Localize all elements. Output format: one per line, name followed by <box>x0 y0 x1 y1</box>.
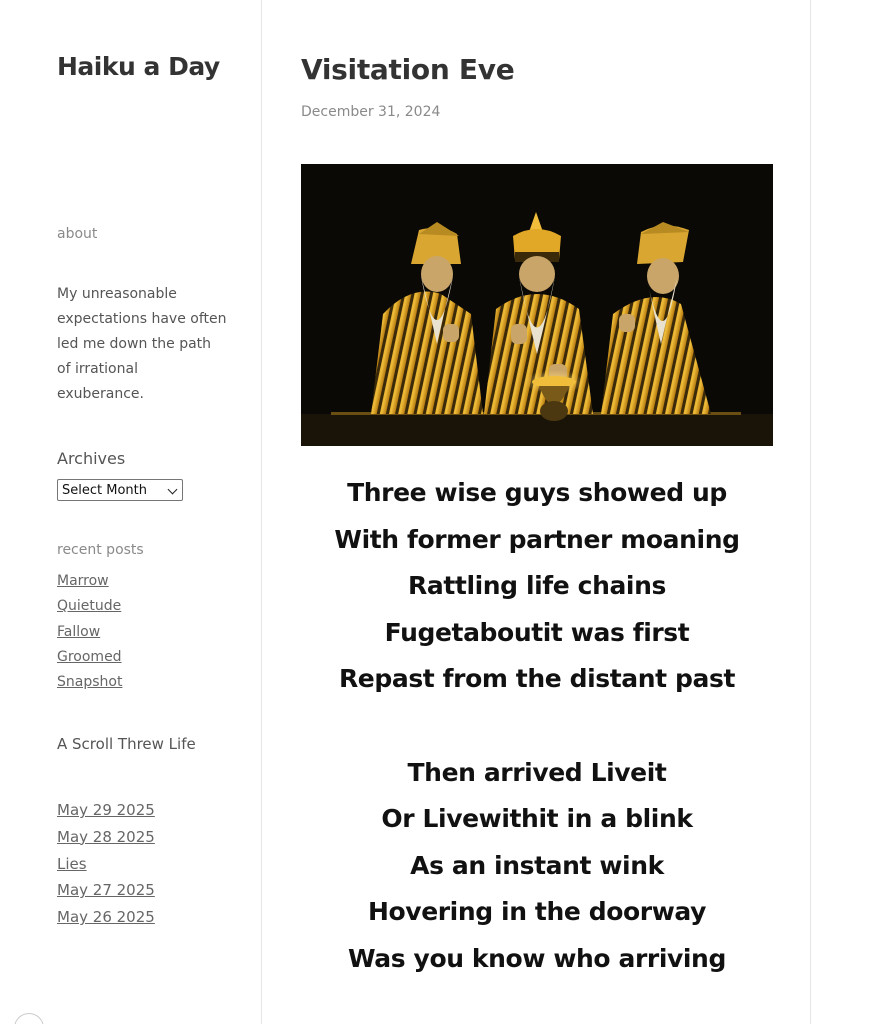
list-item <box>57 645 122 670</box>
chevron-down-icon <box>168 485 178 495</box>
recent-posts-title: recent posts <box>57 542 144 558</box>
three-wise-men-illustration <box>301 164 773 446</box>
archives-widget-title: Archives <box>57 449 126 468</box>
list-item <box>57 797 155 824</box>
scroll-link[interactable]: May 29 2025 <box>57 801 155 819</box>
recent-post-link[interactable]: Quietude <box>57 598 122 615</box>
list-item <box>57 877 155 904</box>
scroll-up-button[interactable] <box>14 1013 44 1024</box>
list-item <box>57 851 155 878</box>
poem-line: Fugetaboutit was first <box>384 617 690 647</box>
scroll-link[interactable]: May 28 2025 <box>57 827 155 846</box>
poem-line: As an instant wink <box>410 850 664 880</box>
stanza-break <box>301 703 773 750</box>
recent-posts-list <box>57 569 122 695</box>
site-title[interactable]: Haiku a Day <box>57 52 220 81</box>
poem-line: Hovering in the doorway <box>368 897 706 927</box>
poem-line: Rattling life chains <box>408 571 666 601</box>
list-item <box>57 594 122 619</box>
poem <box>301 470 773 983</box>
post-date[interactable]: December 31, 2024 <box>301 104 441 120</box>
poem-line: Was you know who arriving <box>348 943 726 973</box>
scroll-link[interactable]: Lies <box>57 854 87 873</box>
about-widget-text: My unreasonable expectations have often led me down the path of irrational exuberance. <box>57 286 227 402</box>
recent-post-link[interactable]: Snapshot <box>57 674 123 691</box>
poem-line: Then arrived Liveit <box>407 757 667 787</box>
list-item <box>57 824 155 851</box>
archives-month-select[interactable] <box>57 479 183 501</box>
archives-select-value: Select Month <box>62 482 147 498</box>
sidebar <box>0 0 262 1024</box>
scroll-widget-title: A Scroll Threw Life <box>57 735 196 753</box>
main-content <box>262 0 811 1024</box>
post-featured-image <box>301 164 773 446</box>
scroll-link[interactable]: May 26 2025 <box>57 908 155 927</box>
list-item <box>57 620 122 645</box>
post-title: Visitation Eve <box>301 53 515 86</box>
list-item <box>57 670 122 695</box>
poem-line: With former partner moaning <box>334 524 740 554</box>
scroll-links-list <box>57 797 155 931</box>
poem-line: Or Livewithit in a blink <box>381 804 693 834</box>
list-item <box>57 569 122 594</box>
recent-post-link[interactable]: Fallow <box>57 623 101 640</box>
poem-line: Repast from the distant past <box>338 664 736 694</box>
scroll-link[interactable]: May 27 2025 <box>57 881 155 900</box>
recent-post-link[interactable]: Marrow <box>57 573 109 589</box>
recent-post-link[interactable]: Groomed <box>57 648 122 665</box>
about-widget-title: about <box>57 226 98 242</box>
poem-line: Three wise guys showed up <box>347 478 727 507</box>
list-item <box>57 904 155 931</box>
